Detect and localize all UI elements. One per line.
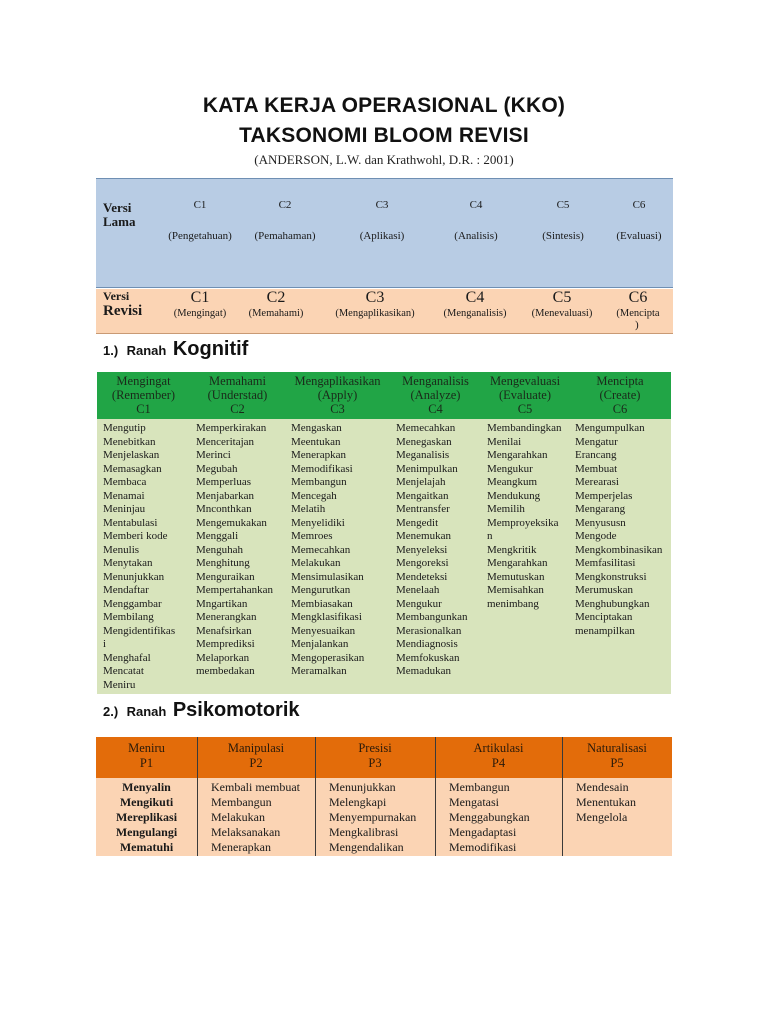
kognitif-column-header [190,372,285,421]
kognitif-word: menimbang [487,597,539,610]
kognitif-word: Erancang [575,449,617,461]
kognitif-word: Merumuskan [575,584,634,596]
versi-lama-label-line2: Lama [103,214,136,229]
versi-lama-label-line1: Versi [103,200,132,215]
revisi-name-overflow: ) [635,319,639,331]
versi-revisi-code: C2 [266,289,286,306]
kognitif-word: Menebitkan [103,435,156,448]
psikomotorik-heading-prefix: 2.) [103,704,119,719]
psikomotorik-table-header [96,737,672,778]
kognitif-word: Mentransfer [396,503,450,515]
kognitif-word-list [487,422,569,611]
kognitif-word: Mentabulasi [103,516,158,529]
kognitif-word: Menimpulkan [396,462,458,475]
psikomotorik-word: Melakukan [211,810,265,824]
kognitif-level-code: C4 [428,402,443,416]
kognitif-level-code: C5 [517,402,533,416]
kognitif-word-list [103,422,190,692]
versi-revisi-code: C5 [552,289,572,306]
kognitif-word: Mengatur [575,435,618,448]
kognitif-word: Mengkonstruksi [575,570,647,583]
kognitif-word: Mngartikan [196,597,248,610]
kognitif-word: Memperkirakan [196,422,267,434]
psikomotorik-word-list [449,780,562,855]
psikomotorik-level-code: P2 [249,756,263,770]
psikomotorik-word: Mengendalikan [329,840,404,854]
kognitif-word-list [575,422,671,638]
kognitif-word: Membiasakan [291,597,353,610]
psikomotorik-level-name: Presisi [358,741,392,755]
kognitif-word: Merearasi [575,476,619,488]
column-divider [197,737,198,778]
kognitif-column-header [390,372,481,421]
versi-lama-code: C1 [193,199,207,211]
kognitif-word: Menyususn [575,516,626,529]
kognitif-word: Menjabarkan [196,489,255,502]
psikomotorik-heading [103,699,300,722]
kognitif-word: Menguhah [196,543,244,556]
psikomotorik-word: Mematuhi [119,840,174,854]
kognitif-word: n [487,530,493,542]
kognitif-word: Mengaskan [291,422,342,434]
kognitif-word: Meentukan [291,435,341,448]
kognitif-word: membedakan [196,665,255,677]
kognitif-level-code: C2 [230,402,245,416]
versi-revisi-name: (Memahami) [248,308,304,319]
psikomotorik-level-name: Manipulasi [227,741,285,755]
page-subtitle: (ANDERSON, L.W. dan Krathwohl, D.R. : 2001) [254,152,514,167]
kognitif-word: Merinci [196,449,231,461]
kognitif-word: Menegaskan [396,435,452,448]
versi-lama-code: C3 [375,199,389,211]
column-divider [562,737,563,778]
kognitif-level-name: Memahami [209,374,266,388]
kognitif-level-code: C6 [612,402,628,416]
kognitif-word: Menilai [487,435,522,448]
kognitif-word: Memilih [487,503,525,515]
versi-lama-name: (Pengetahuan) [168,230,232,242]
kognitif-word: Mengode [575,530,617,542]
psikomotorik-level-code: P3 [368,756,382,770]
kognitif-word: Mengukur [396,597,442,610]
kognitif-word: Menggali [196,530,239,542]
kognitif-word: Mencegah [291,489,337,502]
kognitif-word: Melaporkan [196,651,250,664]
kognitif-word: i [103,638,107,650]
kognitif-word: Memprediksi [196,638,255,650]
psikomotorik-level-name: Naturalisasi [587,741,647,755]
kognitif-level-english: (Create) [599,388,641,402]
kognitif-level-name: Mengaplikasikan [294,374,381,388]
psikomotorik-word: Mengkalibrasi [329,825,399,839]
psikomotorik-level-code: P4 [491,756,506,770]
kognitif-heading [103,338,248,361]
kognitif-word: Membuat [575,462,618,475]
psikomotorik-heading-title: Psikomotorik [172,699,300,721]
psikomotorik-word: Mengikuti [119,795,174,809]
kognitif-word: Mendaftar [103,584,149,596]
kognitif-word: Melatih [291,503,326,515]
kognitif-word: Mengarahkan [487,557,548,569]
kognitif-word: Mengklasifikasi [291,611,362,623]
kognitif-word: Meramalkan [291,665,347,677]
kognitif-word: Menyeleksi [396,543,448,556]
kognitif-word-list [291,422,390,679]
versi-lama-band [96,178,673,288]
kognitif-heading-title: Kognitif [172,338,249,360]
kognitif-word-list [196,422,285,679]
psikomotorik-word: Menunjukkan [329,780,396,794]
kognitif-word: Mengidentifikas [103,624,176,637]
psikomotorik-word: Mengatasi [449,795,499,809]
kognitif-column-header [569,372,671,421]
kognitif-word: Mempertahankan [196,584,273,596]
psikomotorik-column-header [315,737,435,782]
kognitif-level-english: (Analyze) [410,388,461,402]
kognitif-level-english: (Understad) [207,388,268,402]
versi-revisi-label-line2: Revisi [103,303,143,319]
kognitif-level-english: (Evaluate) [498,388,552,402]
versi-lama-code: C4 [469,199,483,211]
kognitif-word: Meganalisis [396,449,450,461]
kognitif-table-body [97,419,671,694]
column-divider [435,737,436,778]
kognitif-word: Memfasilitasi [575,557,636,569]
psikomotorik-column-header [562,737,672,782]
kognitif-word: Mengumpulkan [575,422,645,434]
versi-lama-code: C6 [632,199,646,211]
kognitif-level-name: Menganalisis [402,374,469,388]
kognitif-word: Mengurutkan [291,584,351,596]
kognitif-word: Menamai [103,489,145,502]
kognitif-word: Menghitung [196,557,250,569]
psikomotorik-word-list [576,780,672,825]
kognitif-word: Mengukur [487,462,533,475]
kognitif-word: Membangun [291,476,347,488]
versi-revisi-name: (Mencipta [616,308,660,319]
kognitif-word: Membandingkan [487,422,562,434]
kognitif-column-header [481,372,569,421]
kognitif-word: Mnconthkan [196,503,252,515]
kognitif-word: Menulis [103,543,140,556]
kognitif-word: Membilang [103,611,154,623]
kognitif-word: Membangunkan [396,611,468,623]
column-divider [315,778,316,856]
kognitif-level-name: Mengingat [116,374,171,388]
kognitif-word: Memadukan [396,665,451,677]
psikomotorik-word: Mengelola [576,810,628,824]
kognitif-word: Memfokuskan [396,651,460,664]
versi-lama-name: (Aplikasi) [359,230,405,242]
psikomotorik-word: Memodifikasi [449,840,517,854]
kognitif-word: Mendukung [487,489,541,502]
psikomotorik-column-header [197,737,315,782]
kognitif-column-header [97,372,190,421]
versi-lama-name: (Evaluasi) [616,230,662,242]
kognitif-word: Mengemukakan [196,516,267,529]
kognitif-word: Memroes [291,530,333,542]
psikomotorik-word: Kembali membuat [211,780,300,794]
kognitif-table-header [97,372,671,419]
kognitif-word-list [396,422,481,679]
psikomotorik-word-list [96,780,197,855]
psikomotorik-heading-ranah: Ranah [126,704,167,719]
kognitif-level-code: C3 [330,402,345,416]
psikomotorik-word: Mengulangi [115,825,178,839]
kognitif-heading-ranah: Ranah [126,343,167,358]
kognitif-word: Mengedit [396,516,439,529]
psikomotorik-word: Membangun [449,780,510,794]
kognitif-word: Memodifikasi [291,462,353,475]
kognitif-word: Meangkum [487,476,538,488]
kognitif-word: Menggambar [103,597,162,610]
versi-lama-name: (Analisis) [454,230,498,242]
kognitif-word: Menytakan [103,557,153,569]
kognitif-word: Menjelaskan [103,449,160,461]
psikomotorik-word-list [329,780,435,855]
kognitif-word: Memecahkan [291,543,351,556]
kognitif-word: Mendeteksi [396,570,448,583]
kognitif-word: Mengutip [103,422,146,434]
kognitif-word: Mencatat [103,665,144,677]
kognitif-word: Menyelidiki [291,516,345,529]
versi-revisi-code: C3 [365,289,385,306]
kognitif-word: Merasionalkan [396,624,462,637]
kognitif-heading-prefix: 1.) [103,343,119,358]
versi-revisi-name: (Menganalisis) [443,308,507,319]
psikomotorik-table-body [96,778,672,856]
kognitif-word: Menghubungkan [575,597,650,610]
kognitif-word: Memutuskan [487,570,545,583]
psikomotorik-level-name: Artikulasi [473,741,524,755]
versi-lama-name: (Sintesis) [542,230,584,242]
kognitif-word: Menerangkan [196,611,257,623]
kognitif-level-name: Mencipta [596,374,644,388]
kognitif-word: Menjalankan [291,638,349,650]
kognitif-word: Mensimulasikan [291,570,364,583]
psikomotorik-word: Menerapkan [211,840,271,854]
kognitif-word: Mendiagnosis [396,638,458,650]
column-divider [435,778,436,856]
kognitif-word: Mengarahkan [487,449,548,461]
page-title-line2: TAKSONOMI BLOOM REVISI [239,124,529,147]
kognitif-word: Mengaitkan [396,489,449,502]
kognitif-word: Menafsirkan [196,624,252,637]
kognitif-word: Menceritajan [196,435,255,448]
psikomotorik-word: Menentukan [576,795,636,809]
psikomotorik-level-name: Meniru [128,741,165,755]
kognitif-word: Mengoperasikan [291,651,365,664]
kognitif-word: Meninjau [103,503,146,515]
versi-lama-label [103,201,136,229]
psikomotorik-word: Mendesain [576,780,629,794]
kognitif-level-name: Mengevaluasi [489,374,561,388]
kognitif-word: Menghafal [103,651,151,664]
kognitif-word: Menunjukkan [103,570,165,583]
kognitif-word: Membaca [103,476,147,488]
kognitif-column-header [285,372,390,421]
versi-revisi-name: (Mengaplikasikan) [335,308,415,319]
kognitif-word: Menyesuaikan [291,624,356,637]
psikomotorik-word: Menggabungkan [449,810,530,824]
versi-revisi-label-line1: Versi [103,289,130,303]
versi-revisi-band [96,289,673,334]
kognitif-word: Mengoreksi [396,557,449,569]
psikomotorik-word: Menyempurnakan [329,810,417,824]
versi-revisi-code: C4 [465,289,485,306]
kognitif-level-english: (Apply) [317,388,358,402]
kognitif-word: Memperjelas [575,489,633,502]
versi-revisi-name: (Menevaluasi) [531,308,593,319]
kognitif-word: Mengkritik [487,543,537,556]
kognitif-word: Memecahkan [396,422,456,434]
kognitif-word: Menerapkan [291,449,346,461]
kognitif-level-code: C1 [136,402,151,416]
psikomotorik-word: Mereplikasi [115,810,178,824]
psikomotorik-word: Mengadaptasi [449,825,517,839]
column-divider [315,737,316,778]
kognitif-word: Mengarang [575,503,626,515]
kognitif-word: Meniru [103,678,136,691]
kognitif-word: Menelaah [396,584,440,596]
versi-revisi-code: C1 [190,289,210,306]
kognitif-word: Memasagkan [103,462,162,475]
psikomotorik-word: Melengkapi [329,795,387,809]
kognitif-word: Menemukan [396,530,451,542]
versi-lama-name: (Pemahaman) [254,230,316,242]
kognitif-word: Menguraikan [196,570,255,583]
kognitif-word: Memproyeksika [487,516,559,529]
psikomotorik-level-code: P1 [139,756,154,770]
psikomotorik-word: Menyalin [122,780,171,794]
versi-revisi-label [103,290,142,320]
column-divider [562,778,563,856]
versi-lama-code: C2 [278,199,292,211]
versi-revisi-code: C6 [628,289,648,306]
psikomotorik-column-header [96,737,197,782]
kognitif-word: Memperluas [196,476,251,488]
page-title-line1: KATA KERJA OPERASIONAL (KKO) [202,94,566,117]
versi-revisi-name: (Mengingat) [173,308,227,319]
psikomotorik-word-list [211,780,315,855]
column-divider [197,778,198,856]
kognitif-word: Mengkombinasikan [575,543,663,556]
kognitif-word: Menjelajah [396,476,446,488]
kognitif-word: menampilkan [575,624,635,637]
psikomotorik-level-code: P5 [610,756,624,770]
psikomotorik-word: Melaksanakan [211,825,281,839]
kognitif-word: Menciptakan [575,611,633,623]
psikomotorik-column-header [435,737,562,782]
versi-lama-code: C5 [556,199,570,211]
kognitif-word: Megubah [196,462,238,475]
kognitif-word: Melakukan [291,557,341,569]
psikomotorik-word: Membangun [211,795,272,809]
kognitif-word: Memberi kode [103,530,168,542]
kognitif-word: Memisahkan [487,584,544,596]
kognitif-level-english: (Remember) [111,388,176,402]
